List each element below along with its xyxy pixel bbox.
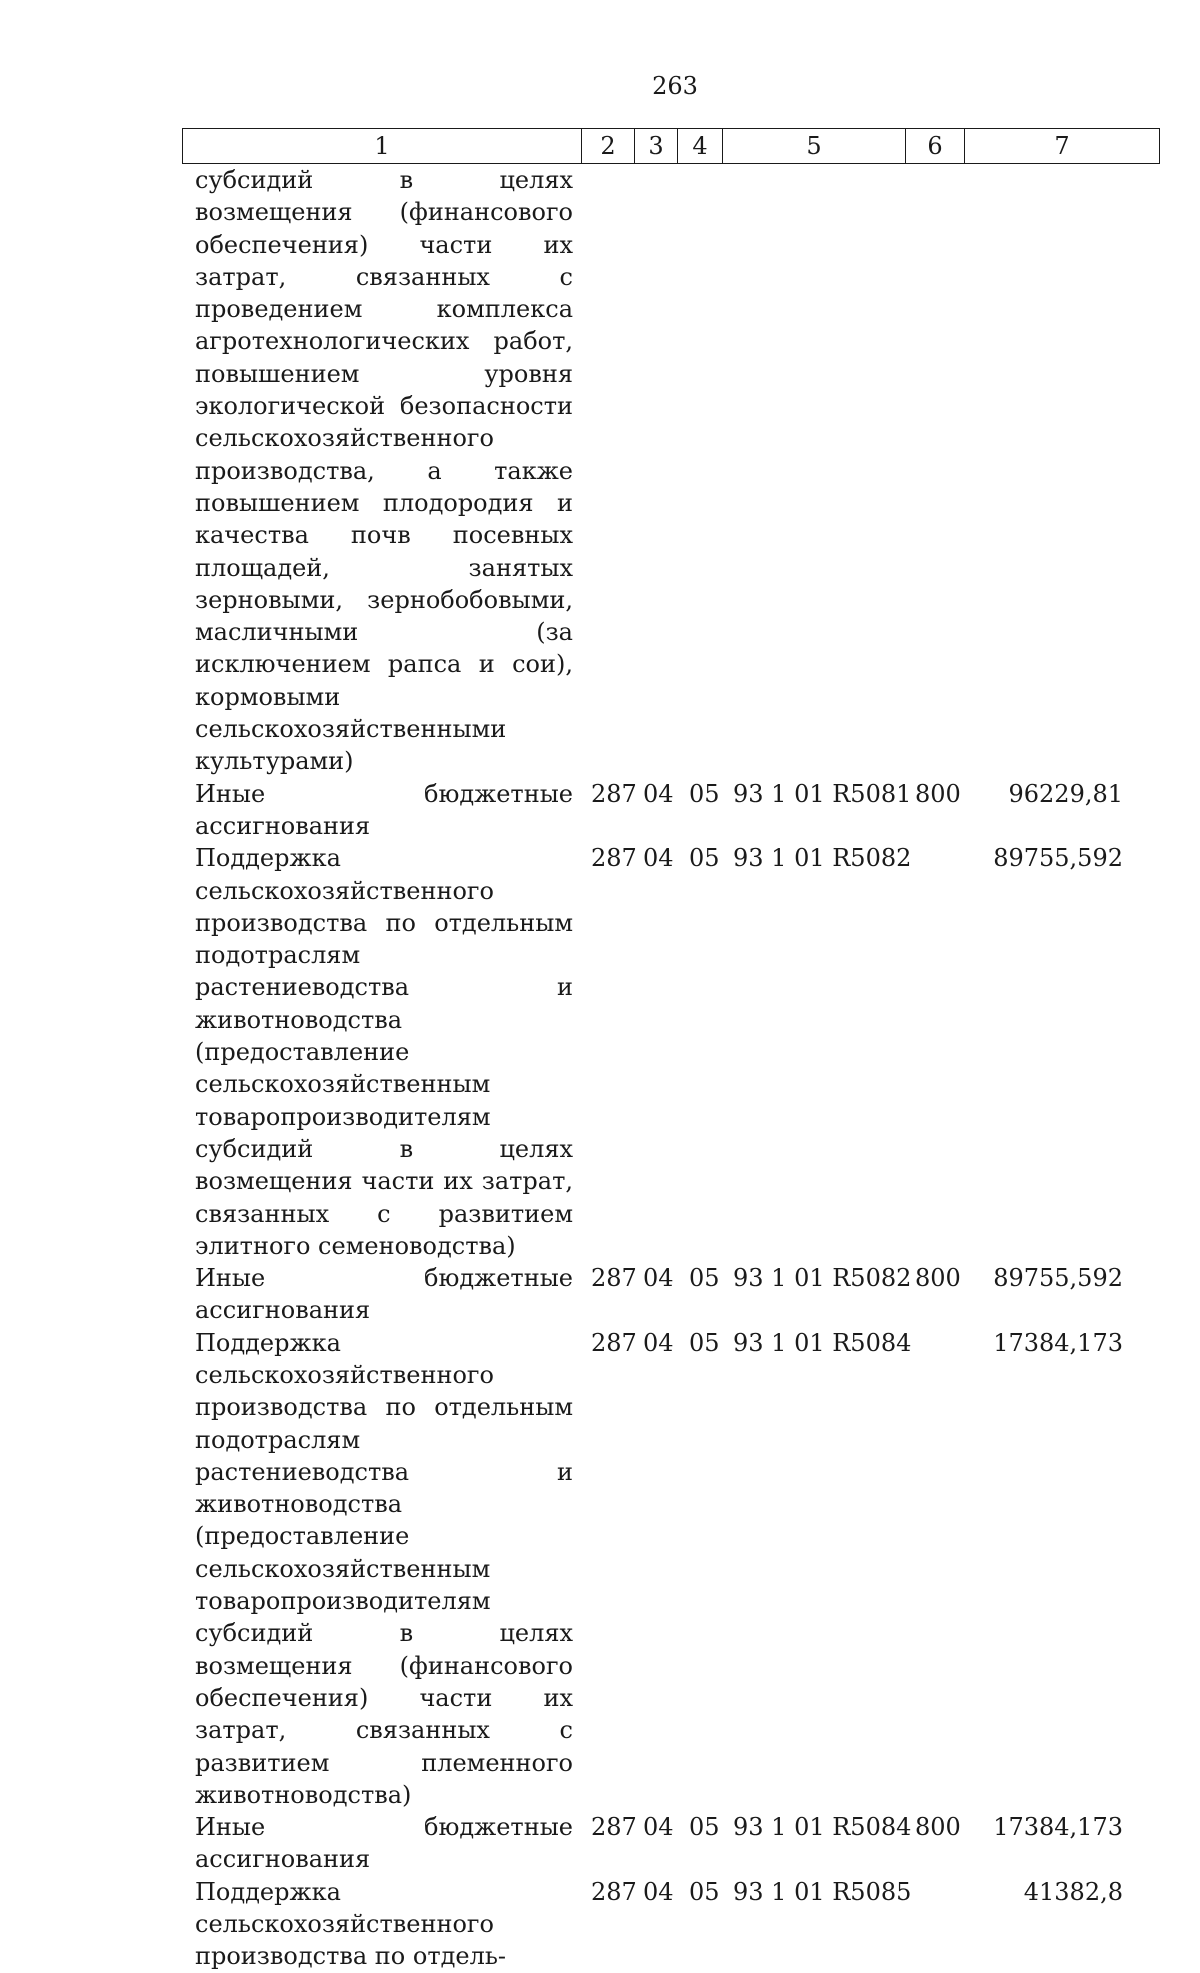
- row-target-article: 93 1 01 R5082: [733, 1264, 912, 1293]
- row-subsection-code: 05: [689, 1328, 720, 1357]
- row-target-article: 93 1 01 R5084: [733, 1328, 912, 1357]
- row-expense-type: 800: [915, 1813, 961, 1842]
- row-amount: 41382,8: [1023, 1877, 1123, 1906]
- row-ministry-code: 287: [591, 779, 637, 808]
- row-amount: 96229,81: [1008, 779, 1123, 808]
- row-ministry-code: 287: [591, 844, 637, 873]
- table-row: [195, 1327, 1155, 1811]
- table-row: [195, 842, 1155, 1262]
- column-header-row: [183, 129, 1160, 164]
- row-ministry-code: 287: [591, 1328, 637, 1357]
- row-subsection-code: 05: [689, 1264, 720, 1293]
- row-subsection-code: 05: [689, 1877, 720, 1906]
- column-header-4: 4: [678, 129, 723, 164]
- table-row: [195, 778, 1155, 843]
- row-section-code: 04: [643, 779, 674, 808]
- row-section-code: 04: [643, 1877, 674, 1906]
- row-target-article: 93 1 01 R5085: [733, 1877, 912, 1906]
- row-description: Поддержка сельскохозяйственного производства по отдельным подотраслям растениеводства и животноводства (предоставление сельскохозяйственным товаропроизводителям субсидий в целях возмещения части их затрат, связанных с развитием элитного семеноводства): [195, 844, 573, 1260]
- column-header-6: 6: [906, 129, 965, 164]
- row-section-code: 04: [643, 1264, 674, 1293]
- column-header-5: 5: [723, 129, 906, 164]
- row-amount: 89755,592: [993, 1264, 1123, 1293]
- row-subsection-code: 05: [689, 844, 720, 873]
- row-section-code: 04: [643, 844, 674, 873]
- row-expense-type: 800: [915, 779, 961, 808]
- row-subsection-code: 05: [689, 1813, 720, 1842]
- row-ministry-code: 287: [591, 1877, 637, 1906]
- table-row: [195, 1811, 1155, 1876]
- row-section-code: 04: [643, 1813, 674, 1842]
- row-description: Поддержка сельскохозяйственного производства по отдель-: [195, 1877, 507, 1971]
- table-row: [195, 1262, 1155, 1327]
- page-number: 263: [652, 72, 698, 100]
- column-header-7: 7: [965, 129, 1160, 164]
- row-description: субсидий в целях возмещения (финансового обеспечения) части их затрат, связанных с проведением комплекса агротехнологических работ, повышением уровня экологической безопасности сельскохозяйственного производства, а также повышением плодородия и качества почв посевных площадей, занятых зерновыми, зернобобовыми, масличными (за исключением рапса и сои), кормовыми сельскохозяйственными культурами): [195, 166, 573, 776]
- budget-table-body: [195, 164, 1155, 1973]
- row-section-code: 04: [643, 1328, 674, 1357]
- column-header-1: 1: [183, 129, 582, 164]
- row-description: Иные бюджетные ассигнования: [195, 779, 573, 840]
- row-description: Иные бюджетные ассигнования: [195, 1264, 573, 1325]
- row-amount: 17384,173: [993, 1328, 1123, 1357]
- column-header-table: [182, 128, 1160, 164]
- column-header-3: 3: [635, 129, 678, 164]
- row-expense-type: 800: [915, 1264, 961, 1293]
- row-subsection-code: 05: [689, 779, 720, 808]
- row-description: Иные бюджетные ассигнования: [195, 1813, 573, 1874]
- row-target-article: 93 1 01 R5084: [733, 1813, 912, 1842]
- column-header-2: 2: [582, 129, 635, 164]
- row-ministry-code: 287: [591, 1264, 637, 1293]
- row-target-article: 93 1 01 R5082: [733, 844, 912, 873]
- row-target-article: 93 1 01 R5081: [733, 779, 912, 808]
- table-row: [195, 1876, 1155, 1973]
- row-amount: 17384,173: [993, 1813, 1123, 1842]
- row-ministry-code: 287: [591, 1813, 637, 1842]
- row-amount: 89755,592: [993, 844, 1123, 873]
- table-row: [195, 164, 1155, 778]
- row-description: Поддержка сельскохозяйственного производства по отдельным подотраслям растениеводства и животноводства (предоставление сельскохозяйственным товаропроизводителям субсидий в целях возмещения (финансового обеспечения) части их затрат, связанных с развитием племенного животноводства): [195, 1328, 573, 1809]
